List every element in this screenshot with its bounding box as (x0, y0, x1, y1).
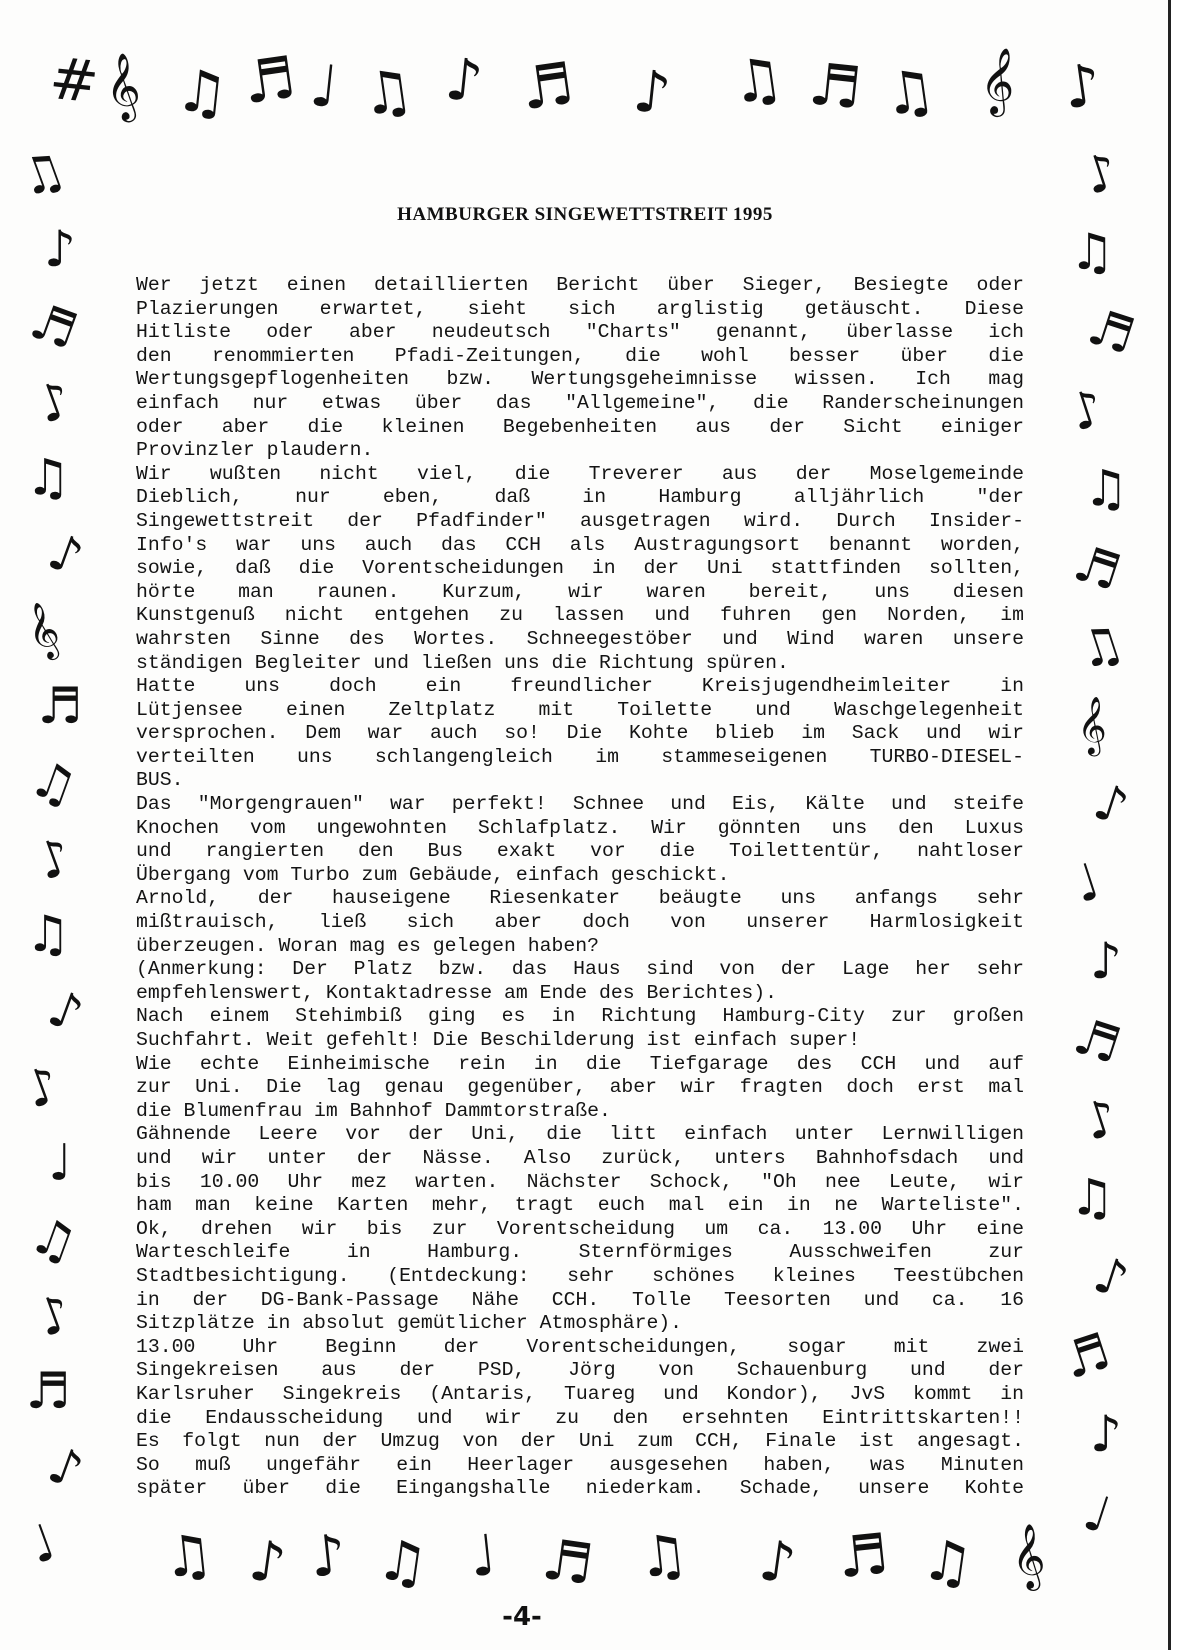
text-line: Übergang vom Turbo zum Gebäude, einfach geschickt. (136, 863, 730, 886)
scan-edge-line (1168, 0, 1171, 1650)
text-line: später über die Eingangshalle niederkam. Schade, unsere Kohte (136, 1477, 1024, 1500)
text-line: Nach einem Stehimbiß ging es in Richtung Hamburg-City zur großen (136, 1005, 1024, 1028)
text-line: Lütjensee einen Zeltplatz mit Toilette und Waschgelegenheit (136, 698, 1024, 721)
music-note-icon: ♪ (1062, 377, 1111, 443)
text-line: verteilten uns schlangengleich im stammeseigenen TURBO-DIESEL- (136, 745, 1024, 768)
music-note-icon: ♪ (442, 44, 487, 116)
music-note-icon: ♫ (11, 139, 74, 209)
text-line: Das "Morgengrauen" war perfekt! Schnee und Eis, Kälte und steife (136, 793, 1024, 816)
text-line: oder aber die kleinen Begebenheiten aus der Sicht einiger (136, 415, 1024, 438)
music-note-icon: 𝄞 (1077, 695, 1107, 754)
music-note-icon: ♫ (22, 1204, 85, 1275)
text-line: hörte man raunen. Kurzum, wir waren bereit, uns diesen (136, 580, 1024, 603)
text-line: Hatte uns doch ein freundlicher Kreisjugendheimleiter in (136, 675, 1024, 698)
music-note-icon: ♩ (1066, 852, 1107, 915)
music-note-icon: ♩ (1077, 1482, 1118, 1546)
text-line: Gähnende Leere vor der Uni, die litt einfach unter Lernwilligen (136, 1123, 1024, 1146)
music-note-icon: ♪ (630, 56, 675, 128)
text-line: Hitliste oder aber neudeutsch "Charts" genannt, überlasse ich (136, 321, 1024, 344)
music-note-icon: ♫ (356, 54, 418, 130)
music-note-icon: ♬ (834, 1521, 892, 1592)
text-line: So muß ungefähr ein Heerlager ausgesehen haben, was Minuten (136, 1453, 1024, 1476)
music-note-icon: ♫ (159, 1521, 217, 1592)
music-note-icon: ♫ (726, 42, 788, 118)
music-note-icon: ♬ (516, 48, 578, 124)
music-note-icon: 𝄞 (18, 598, 66, 663)
music-note-icon: ♫ (1069, 1168, 1115, 1227)
music-note-icon: ♪ (1059, 49, 1106, 123)
text-line: ständigen Begleiter und ließen uns die Richtung spüren. (136, 651, 789, 674)
report-body (136, 274, 1024, 1501)
music-note-icon: ♪ (1087, 1244, 1136, 1310)
music-note-icon: ♪ (40, 978, 91, 1044)
music-note-icon: ♬ (1080, 296, 1142, 366)
music-note-icon: ♫ (22, 747, 85, 818)
music-note-icon: ♪ (40, 1435, 91, 1501)
text-line: die Blumenfrau im Bahnhof Dammtorstraße. (136, 1099, 611, 1122)
music-note-icon: ♫ (25, 448, 71, 507)
text-line: zur Uni. Die lag genau gegenüber, aber wir fragten doch erst mal (136, 1076, 1024, 1099)
music-note-icon: ♪ (1076, 141, 1125, 207)
music-note-icon: ♪ (44, 220, 76, 279)
music-note-icon: ♫ (634, 1521, 692, 1592)
text-line: einfach nur etwas über das "Allgemeine", die Randerscheinungen (136, 391, 1024, 414)
text-line: (Anmerkung: Der Platz bzw. das Haus sind von der Lage her sehr (136, 958, 1024, 981)
text-line: überzeugen. Woran mag es gelegen haben? (136, 934, 599, 957)
text-line: Suchfahrt. Weit gefehlt! Die Beschilderung ist einfach super! (136, 1029, 861, 1051)
music-note-icon: 𝄞 (100, 50, 144, 123)
music-note-icon: ♩ (466, 1522, 500, 1591)
text-line: wahrsten Sinne des Wortes. Schneegestöber und Wind waren unsere (136, 627, 1024, 650)
music-note-icon: ♫ (1083, 459, 1129, 518)
text-line: Stadtbesichtigung. (Entdeckung: sehr schönes kleines Teestübchen (136, 1264, 1024, 1287)
text-line: ham man keine Karten mehr, tragt euch mal ein in ne Warteliste". (136, 1194, 1024, 1217)
music-note-icon: ♪ (306, 1522, 350, 1591)
scan-edge (1168, 0, 1200, 1650)
text-line: BUS. (136, 769, 184, 792)
text-line: Singekreisen aus der PSD, Jörg von Schauenburg und der (136, 1359, 1024, 1382)
text-line: die Endausscheidung und wir zu den ersehnten Eintrittskarten!! (136, 1406, 1024, 1429)
music-note-icon: ♩ (306, 50, 342, 122)
music-note-icon: ♪ (17, 1054, 68, 1121)
text-line: Ok, drehen wir bis zur Vorentscheidung um ca. 13.00 Uhr eine (136, 1217, 1024, 1240)
music-note-icon: ♬ (1066, 1006, 1128, 1076)
text-line: Arnold, der hauseigene Riesenkater beäugte uns anfangs sehr (136, 887, 1024, 910)
music-note-icon: ♩ (21, 1512, 64, 1576)
text-line: sowie, daß die Vorentscheidungen in der Uni stattfinden sollten, (136, 557, 1024, 580)
text-line: empfehlenswert, Kontaktadresse am Ende des Berichtes). (136, 981, 778, 1004)
music-note-icon: ♬ (37, 676, 83, 735)
text-line: den renommierten Pfadi-Zeitungen, die wohl besser über die (136, 344, 1024, 367)
music-note-icon: ♫ (1069, 222, 1115, 281)
text-line: Info's war uns auch das CCH als Austragungsort benannt worden, (136, 533, 1024, 556)
music-note-icon: ♪ (1087, 771, 1136, 837)
music-note-icon: 𝄞 (1008, 1522, 1048, 1591)
text-line: Knochen vom ungewohnten Schlafplatz. Wir gönnten uns den Luxus (136, 816, 1024, 839)
page-number: -4- (502, 1602, 542, 1632)
music-note-icon: ♬ (238, 42, 300, 118)
text-line: Provinzler plaudern. (136, 439, 374, 462)
music-note-icon: ♫ (25, 905, 71, 964)
text-line: Wertungsgepflogenheiten bzw. Wertungsgeheimnisse wissen. Ich mag (136, 368, 1024, 391)
music-note-icon: ♬ (538, 1527, 597, 1599)
music-note-icon: ♫ (1070, 612, 1132, 682)
music-note-icon: ♪ (29, 1282, 80, 1349)
music-note-icon: ♪ (40, 521, 91, 588)
text-line: Wer jetzt einen detaillierten Bericht über Sieger, Besiegte oder (136, 274, 1024, 296)
text-line: und rangierten den Bus exakt vor die Toilettentür, nahtloser (136, 840, 1024, 863)
text-line: Es folgt nun der Umzug von der Uni zum CCH, Finale ist angesagt. (136, 1430, 1024, 1453)
music-note-icon: ♪ (1076, 1087, 1125, 1153)
text-line: und wir unter der Nässe. Also zurück, unters Bahnhofsdach und (136, 1146, 1024, 1169)
text-line: in der DG-Bank-Passage Nähe CCH. Tolle Teesorten und ca. 16 (136, 1288, 1024, 1311)
text-line: Dieblich, nur eben, daß in Hamburg alljährlich "der (136, 486, 1024, 509)
text-line: Sitzplätze in absolut gemütlicher Atmosphäre). (136, 1312, 683, 1335)
music-note-icon: 𝄞 (977, 44, 1019, 116)
music-note-icon: ♪ (1090, 932, 1122, 991)
document-title: HAMBURGER SINGEWETTSTREIT 1995 (397, 204, 773, 225)
text-line: Wir wußten nicht viel, die Treverer aus der Moselgemeinde (136, 462, 1024, 485)
music-note-icon: ♬ (805, 49, 865, 123)
music-note-icon: ♬ (22, 291, 85, 362)
text-line: Kunstgenuß nicht entgehen zu lassen und fuhren gen Norden, im (136, 604, 1024, 627)
text-line: Karlsruher Singekreis (Antaris, Tuareg und Kondor), JvS kommt in (136, 1382, 1024, 1405)
music-note-icon: ♪ (245, 1528, 290, 1598)
text-line: Warteschleife in Hamburg. Sternförmiges Ausschweifen zur (136, 1241, 1024, 1264)
text-line: Singewettstreit der Pfadfinder" ausgetragen wird. Durch Insider- (136, 509, 1024, 532)
music-note-icon: ♫ (918, 1527, 977, 1599)
music-note-icon: ♫ (373, 1527, 432, 1599)
music-note-icon: ♩ (48, 1133, 72, 1192)
text-line: Wie echte Einheimische rein in die Tiefgarage des CCH und auf (136, 1052, 1024, 1075)
music-note-icon: ♫ (878, 54, 940, 130)
text-line: Plazierungen erwartet, sieht sich arglistig getäuscht. Diese (136, 297, 1024, 320)
music-note-icon: ♪ (29, 826, 80, 892)
text-line: 13.00 Uhr Beginn der Vorentscheidungen, sogar mit zwei (136, 1335, 1024, 1358)
music-note-icon: ♬ (25, 1361, 71, 1420)
music-note-icon: ♫ (172, 55, 232, 129)
music-note-icon: # (46, 43, 102, 117)
music-note-icon: ♪ (29, 369, 80, 436)
music-note-icon: ♪ (755, 1528, 800, 1598)
text-line: bis 10.00 Uhr mez warten. Nächster Schock, "Oh nee Leute, wir (136, 1170, 1024, 1193)
music-note-icon: ♬ (1056, 1321, 1118, 1391)
music-note-icon: ♬ (1066, 533, 1128, 603)
text-line: versprochen. Dem war auch so! Die Kohte blieb im Sack und wir (136, 722, 1024, 745)
text-line: mißtrauisch, ließ sich aber doch von unserer Harmlosigkeit (136, 911, 1024, 934)
music-note-icon: ♪ (1090, 1405, 1122, 1464)
